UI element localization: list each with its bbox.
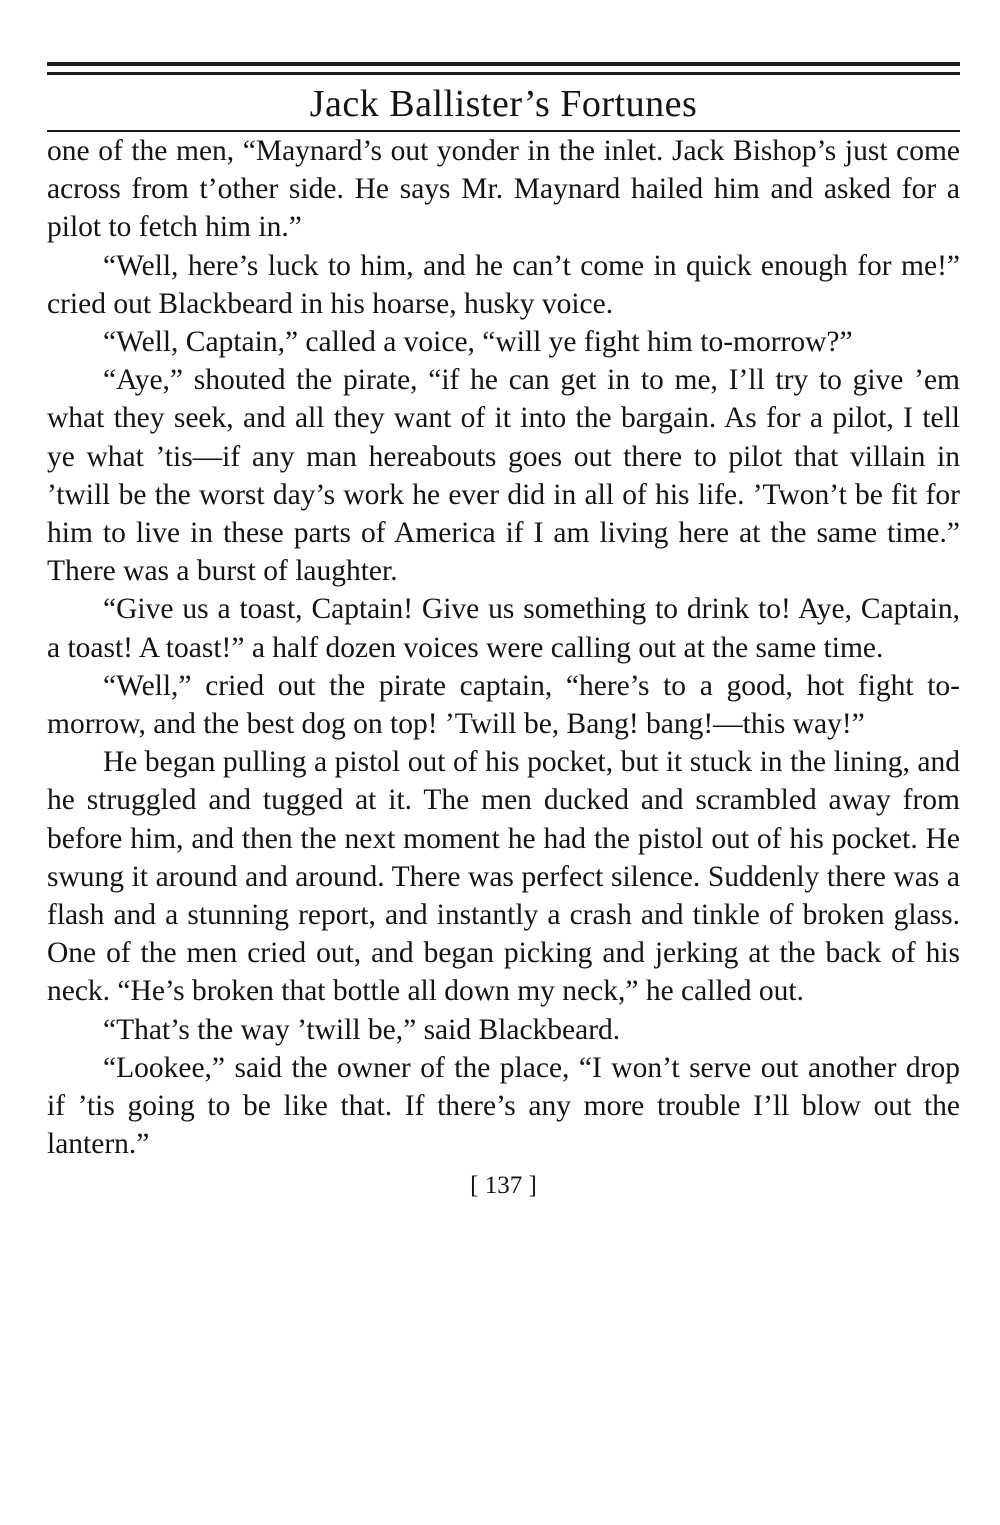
paragraph: “Well, here’s luck to him, and he can’t come in quick enough for me!” cried out Blackbeard in his hoarse, husky voice. [47, 249, 960, 320]
paragraph: “Well, Captain,” called a voice, “will ye fight him to-morrow?” [103, 326, 853, 359]
paragraph: “Give us a toast, Captain! Give us something to drink to! Aye, Captain, a toast! A toast!” a half dozen voices were calling out at the same time. [47, 593, 960, 664]
paragraph: one of the men, “Maynard’s out yonder in the inlet. Jack Bishop’s just come across from t’other side. He says Mr. Maynard hailed him and asked for a pilot to fetch him in.” [47, 135, 960, 244]
page-number: [ 137 ] [470, 1172, 537, 1200]
header-double-rule [47, 62, 960, 75]
paragraph: “That’s the way ’twill be,” said Blackbeard. [103, 1013, 621, 1046]
paragraph: “Lookee,” said the owner of the place, “I won’t serve out another drop if ’tis going to be like that. If there’s any more trouble I’ll blow out the lantern.” [47, 1051, 960, 1161]
running-title: Jack Ballister’s Fortunes [309, 83, 698, 125]
book-page [47, 62, 960, 1201]
paragraph: “Aye,” shouted the pirate, “if he can get in to me, I’ll try to give ’em what they seek, and all they want of it into the bargain. As for a pilot, I tell ye what ’tis—if any man hereabouts goes out there to pilot that villain in ’twill be the worst day’s work he ever did in all of his life. ’Twon’t be fit for him to live in these parts of America if I am living here at the same time.” There was a burst of laughter. [47, 364, 960, 588]
body-text [47, 132, 960, 1163]
paragraph: He began pulling a pistol out of his pocket, but it stuck in the lining, and he struggled and tugged at it. The men ducked and scrambled away from before him, and then the next moment he had the pistol out of his pocket. He swung it around and around. There was perfect silence. Suddenly there was a flash and a stunning report, and instantly a crash and tinkle of broken glass. One of the men cried out, and began picking and jerking at the back of his neck. “He’s broken that bottle all down my neck,” he called out. [47, 746, 960, 1008]
paragraph: “Well,” cried out the pirate captain, “here’s to a good, hot fight to-morrow, and the best dog on top! ’Twill be, Bang! bang!—this way!” [47, 669, 960, 741]
